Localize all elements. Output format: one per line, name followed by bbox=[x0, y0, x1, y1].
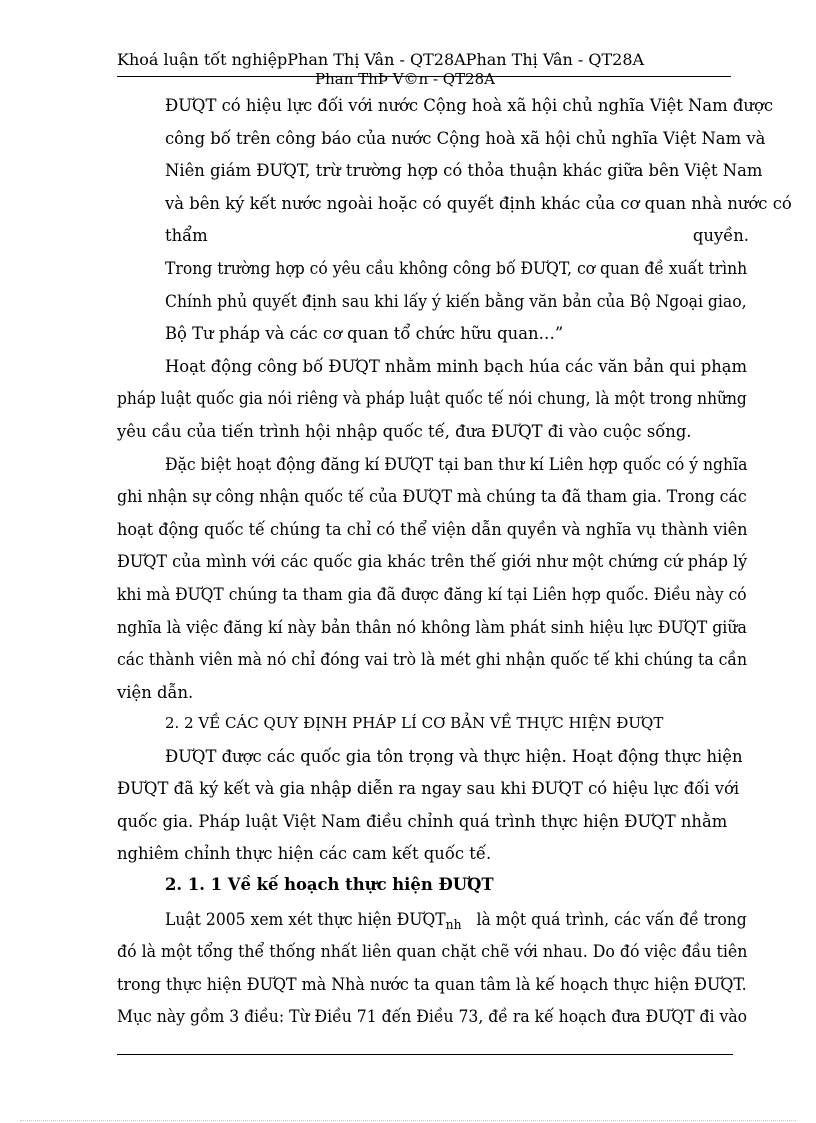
subscript-fragment: nh bbox=[445, 917, 462, 933]
text-line: ĐƯQT của mình với các quốc gia khác trên thế giới như một chứng cứ pháp lý bbox=[117, 552, 748, 572]
text-line: Mục này gồm 3 điều: Từ Điều 71 đến Điều 73, đề ra kế hoạch đưa ĐƯQT đi vào bbox=[117, 1007, 748, 1027]
text-line: Niên giám ĐƯQT, trừ trường hợp có thỏa thuận khác giữa bên Việt Nam bbox=[165, 161, 763, 181]
text-line: Bộ Tư pháp và các cơ quan tổ chức hữu quan…” bbox=[165, 324, 564, 344]
text-line: Luật 2005 xem xét thực hiện $ĐƯQT_{nh}$ là một quá trình, các vấn đề trong bbox=[165, 909, 747, 933]
section-heading: 2. 2 VỀ CÁC QUY ĐỊNH PHÁP LÍ CƠ BẢN VỀ THỰC HIỆN ĐƯQT bbox=[165, 714, 664, 732]
footer-rule bbox=[117, 1054, 733, 1055]
text-line: ĐƯQT đã ký kết và gia nhập diễn ra ngay sau khi ĐƯQT có hiệu lực đối với bbox=[117, 779, 740, 799]
text-line: ĐƯQT được các quốc gia tôn trọng và thực hiện. Hoạt động thực hiện bbox=[165, 746, 743, 766]
text-line: Chính phủ quyết định sau khi lấy ý kiến bằng văn bản của Bộ Ngoại giao, bbox=[165, 291, 747, 311]
text-line: đó là một tổng thể thống nhất liên quan chặt chẽ với nhau. Do đó việc đầu tiên bbox=[117, 942, 748, 962]
header-rule bbox=[117, 76, 731, 77]
text-line: yêu cầu của tiến trình hội nhập quốc tế, đưa ĐƯQT đi vào cuộc sống. bbox=[117, 422, 692, 441]
page-bottom-dotted-border bbox=[20, 1120, 796, 1121]
text-line: Đặc biệt hoạt động đăng kí ĐƯQT tại ban thư kí Liên hợp quốc có ý nghĩa bbox=[165, 454, 748, 474]
text-line: viện dẫn. bbox=[117, 682, 194, 702]
subsection-heading: 2. 1. 1 Về kế hoạch thực hiện ĐƯQT bbox=[165, 875, 494, 894]
text-line: các thành viên mà nó chỉ đóng vai trò là mét ghi nhận quốc tế khi chúng ta cần bbox=[117, 650, 748, 670]
text-line: quốc gia. Pháp luật Việt Nam điều chỉnh quá trình thực hiện ĐƯQT nhằm bbox=[117, 811, 728, 831]
text-line: hoạt động quốc tế chúng ta chỉ có thể viện dẫn quyền và nghĩa vụ thành viên bbox=[117, 519, 748, 539]
text-line: Trong trường hợp có yêu cầu không công bố ĐƯQT, cơ quan đề xuất trình bbox=[165, 259, 748, 278]
running-header: Khoá luận tốt nghiệpPhan Thị Vân - QT28APhan Thị Vân - QT28A bbox=[117, 50, 645, 69]
text-line: nghĩa là việc đăng kí này bản thân nó không làm phát sinh hiệu lực ĐƯQT giữa bbox=[117, 617, 747, 637]
running-header-garbled: Phan ThÞ V©n - QT28A bbox=[315, 70, 496, 88]
text-line: khi mà ĐƯQT chúng ta tham gia đã được đăng kí tại Liên hợp quốc. Điều này có bbox=[117, 585, 747, 604]
text-line: công bố trên công báo của nước Cộng hoà xã hội chủ nghĩa Việt Nam và bbox=[165, 128, 766, 148]
text-line: ghi nhận sự công nhận quốc tế của ĐƯQT mà chúng ta đã tham gia. Trong các bbox=[117, 487, 747, 507]
text-line: nghiêm chỉnh thực hiện các cam kết quốc tế. bbox=[117, 844, 492, 864]
text-line: pháp luật quốc gia nói riêng và pháp luật quốc tế nói chung, là một trong những bbox=[117, 389, 747, 409]
text-line: Hoạt động công bố ĐƯQT nhằm minh bạch húa các văn bản qui phạm bbox=[165, 356, 748, 376]
text-line-justified: thẩm quyền. bbox=[165, 226, 749, 246]
text-line: ĐƯQT có hiệu lực đối với nước Cộng hoà xã hội chủ nghĩa Việt Nam được bbox=[165, 96, 774, 115]
text-line: và bên ký kết nước ngoài hoặc có quyết định khác của cơ quan nhà nước có bbox=[165, 193, 792, 213]
text-line: trong thực hiện ĐƯQT mà Nhà nước ta quan tâm là kế hoạch thực hiện ĐƯQT. bbox=[117, 974, 747, 994]
